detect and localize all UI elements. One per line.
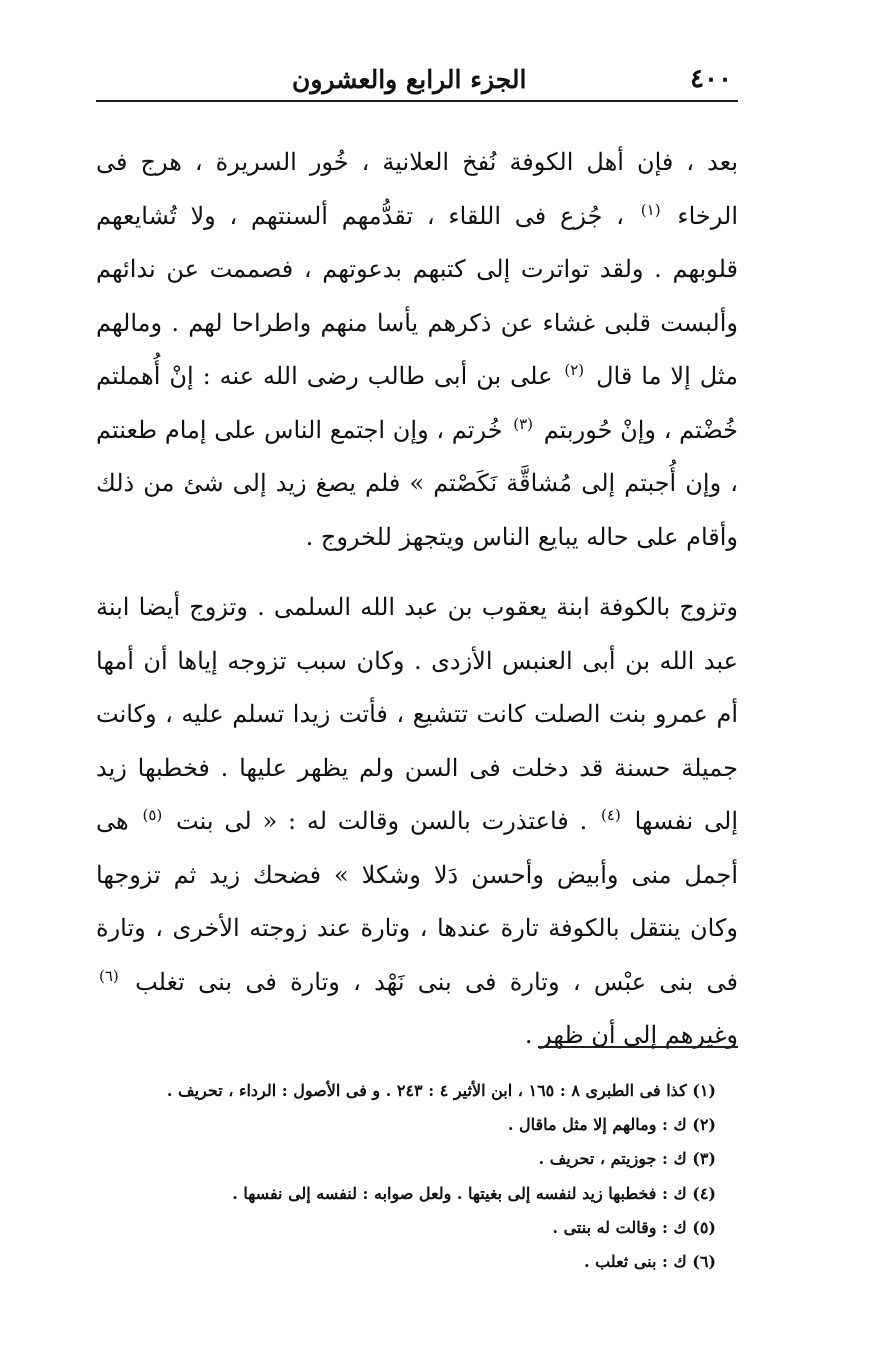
footnote-ref: (٢) <box>564 361 585 379</box>
text-run: بعد ، فإن أهل الكوفة نُفخ العلانية ، خُور السريرة ، هرج فى الرخاء <box>96 148 738 230</box>
text-run: وتزوج بالكوفة ابنة يعقوب بن عبد الله السلمى . وتزوج أيضا ابنة عبد الله بن أبى العنبس الأزدى . وكان سبب تزوجه إياها أن أمها أم عمرو بنت الصلت كانت تتشيع ، فأتت زيدا تسلم عليه ، وكانت جميلة حسنة قد دخلت فى السن ولم يظهر عليها . فخطبها زيد إلى نفسها <box>96 593 738 835</box>
text-run: وغيرهم إلى أن ظهر . <box>524 1021 738 1049</box>
footnote-6: (٦) ك : بنى ثعلب . <box>583 1252 716 1272</box>
text-run: هى أجمل منى وأبيض وأحسن دَلا وشكلا » فضحك زيد ثم تزوجها وكان ينتقل بالكوفة تارة عندها ، وتارة عند زوجته الأخرى ، وتارة فى بنى عبْس ، وتارة فى بنى نَهْد ، وتارة فى بنى تغلب <box>96 807 738 996</box>
footnote-ref: (٣) <box>513 414 534 433</box>
text-run: . فاعتذرت بالسن وقالت له : « لى بنت <box>165 807 599 835</box>
footnote-3: (٣) ك : جوزيتم ، تحريف . <box>538 1149 716 1169</box>
footnote-ref: (٥) <box>142 806 163 824</box>
footnote-2: (٢) ك : ومالهم إلا مثل ماقال . <box>507 1115 716 1135</box>
footnote-1: (١) كذا فى الطبرى ٨ : ١٦٥ ، ابن الأثير ٤ : ٢٤٣ . و فى الأصول : الرداء ، تحريف . <box>166 1081 716 1100</box>
footnotes-list <box>96 1074 716 1279</box>
footnote-ref: (٦) <box>99 966 119 985</box>
text-run: ، جُزع فى اللقاء ، تقدُّمهم ألسنتهم ، ولا تُشايعهم قلوبهم . ولقد تواترت إلى كتبهم بدعوتهم ، فصممت عن ندائهم وألبست قلبى غشاء عن ذكرهم يأسا منهم واطراحا لهم . ومالهم مثل إلا ما قال <box>96 201 738 390</box>
body-text <box>96 136 738 1063</box>
paragraph-2 <box>96 581 738 1063</box>
paragraph-1 <box>96 136 738 564</box>
footnote-5: (٥) ك : وقالت له بنتى . <box>552 1217 716 1237</box>
page-number: ٤٠٠ <box>690 64 732 94</box>
running-title: الجزء الرابع والعشرون <box>292 65 527 94</box>
footnote-ref: (٤) <box>601 806 621 824</box>
page-header <box>96 58 738 102</box>
footnote-divider <box>538 1046 738 1048</box>
text-run: على بن أبى طالب رضى الله عنه : إنْ أُهملتم خُضْتم ، وإنْ حُوربتم <box>96 362 738 444</box>
footnote-ref: (١) <box>640 200 661 219</box>
footnote-4: (٤) ك : فخطبها زيد لنفسه إلى بغيتها . ولعل صوابه : لنفسه إلى نفسها . <box>232 1183 716 1203</box>
text-run: خُرتم ، وإن اجتمع الناس على إمام طعنتم ، وإن أُجبتم إلى مُشاقَّة نَكَصْتم » فلم يصغ زيد إلى شئ من ذلك وأقام على حاله يبايع الناس ويتجهز للخروج . <box>96 415 738 551</box>
